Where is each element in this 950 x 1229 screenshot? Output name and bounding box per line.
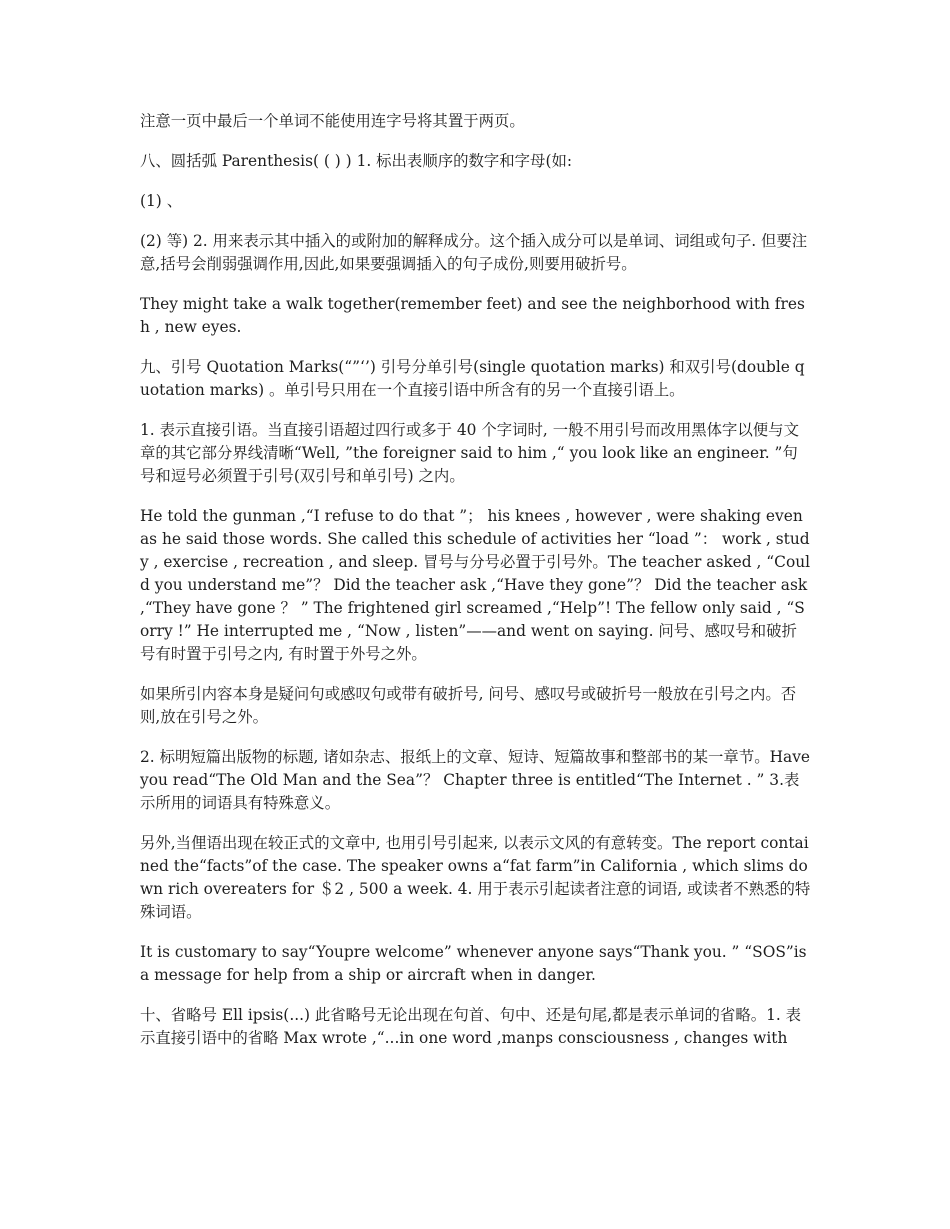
paragraph-quotation-examples: He told the gunman ,“I refuse to do that ”； his knees , however , were shaking even as he said those words. She called this schedule of activities her “load ”： work , study , exercise , recreation , and sleep. 冒号与分号必置于引号外。The teacher asked , “Could you understand me”？ Did the teacher ask ,“Have they gone”？ Did the teacher ask ,“They have gone ？ ” The frightened girl screamed ,“Help”! The fellow only said , “Sorry !” He interrupted me , “Now , listen”——and went on saying. 问号、感叹号和破折号有时置于引号之内, 有时置于外号之外。 bbox=[140, 507, 811, 663]
paragraph-quotation-placement: 如果所引内容本身是疑问句或感叹句或带有破折号, 问号、感叹号或破折号一般放在引号之内。否则,放在引号之外。 bbox=[140, 685, 797, 726]
paragraph-parenthesis-heading: 八、圆括弧 Parenthesis( ( ) ) 1. 标出表顺序的数字和字母(如: bbox=[140, 152, 573, 170]
paragraph-parenthesis-item-2: (2) 等) 2. 用来表示其中插入的或附加的解释成分。这个插入成分可以是单词、词组或句子. 但要注意,括号会削弱强调作用,因此,如果要强调插入的句子成份,则要用破折号。 bbox=[140, 232, 808, 273]
paragraph-quotation-slang: 另外,当俚语出现在较正式的文章中, 也用引号引起来, 以表示文风的有意转变。The report contained the“facts”of the case. The speaker owns a“fat farm”in California , which slims down rich overeaters for ＄2 , 500 a week. 4. 用于表示引起读者注意的词语, 或读者不熟悉的特殊词语。 bbox=[140, 834, 811, 921]
paragraph-hyphen-note: 注意一页中最后一个单词不能使用连字号将其置于两页。 bbox=[140, 112, 525, 130]
paragraph-parenthesis-example: They might take a walk together(remember feet) and see the neighborhood with fresh , new eyes. bbox=[140, 295, 805, 336]
paragraph-quotation-rule-2: 2. 标明短篇出版物的标题, 诸如杂志、报纸上的文章、短诗、短篇故事和整部书的某一章节。Have you read“The Old Man and the Sea”？ Chapter three is entitled“The Internet . ” 3.表示所用的词语具有特殊意义。 bbox=[140, 748, 810, 812]
document-body bbox=[140, 110, 812, 1067]
paragraph-ellipsis-heading: 十、省略号 Ell ipsis(...) 此省略号无论出现在句首、句中、还是句尾,都是表示单词的省略。1. 表示直接引语中的省略 Max wrote ,“...in one word ,manps consciousness , changes with bbox=[140, 1006, 802, 1047]
paragraph-parenthesis-item-1: (1) 、 bbox=[140, 192, 183, 210]
paragraph-quotation-rule-1: 1. 表示直接引语。当直接引语超过四行或多于 40 个字词时, 一般不用引号而改用黑体字以便与文章的其它部分界线清晰“Well, ”the foreigner said to him ,“ you look like an engineer. ”句号和逗号必须置于引号(双引号和单引号) 之内。 bbox=[140, 421, 799, 485]
paragraph-quotation-heading: 九、引号 Quotation Marks(“”‘’) 引号分单引号(single quotation marks) 和双引号(double quotation marks) 。单引号只用在一个直接引语中所含有的另一个直接引语上。 bbox=[140, 358, 805, 399]
paragraph-quotation-example-sos: It is customary to say“Youpre welcome” whenever anyone says“Thank you. ” “SOS”is a message for help from a ship or aircraft when in danger. bbox=[140, 943, 807, 984]
